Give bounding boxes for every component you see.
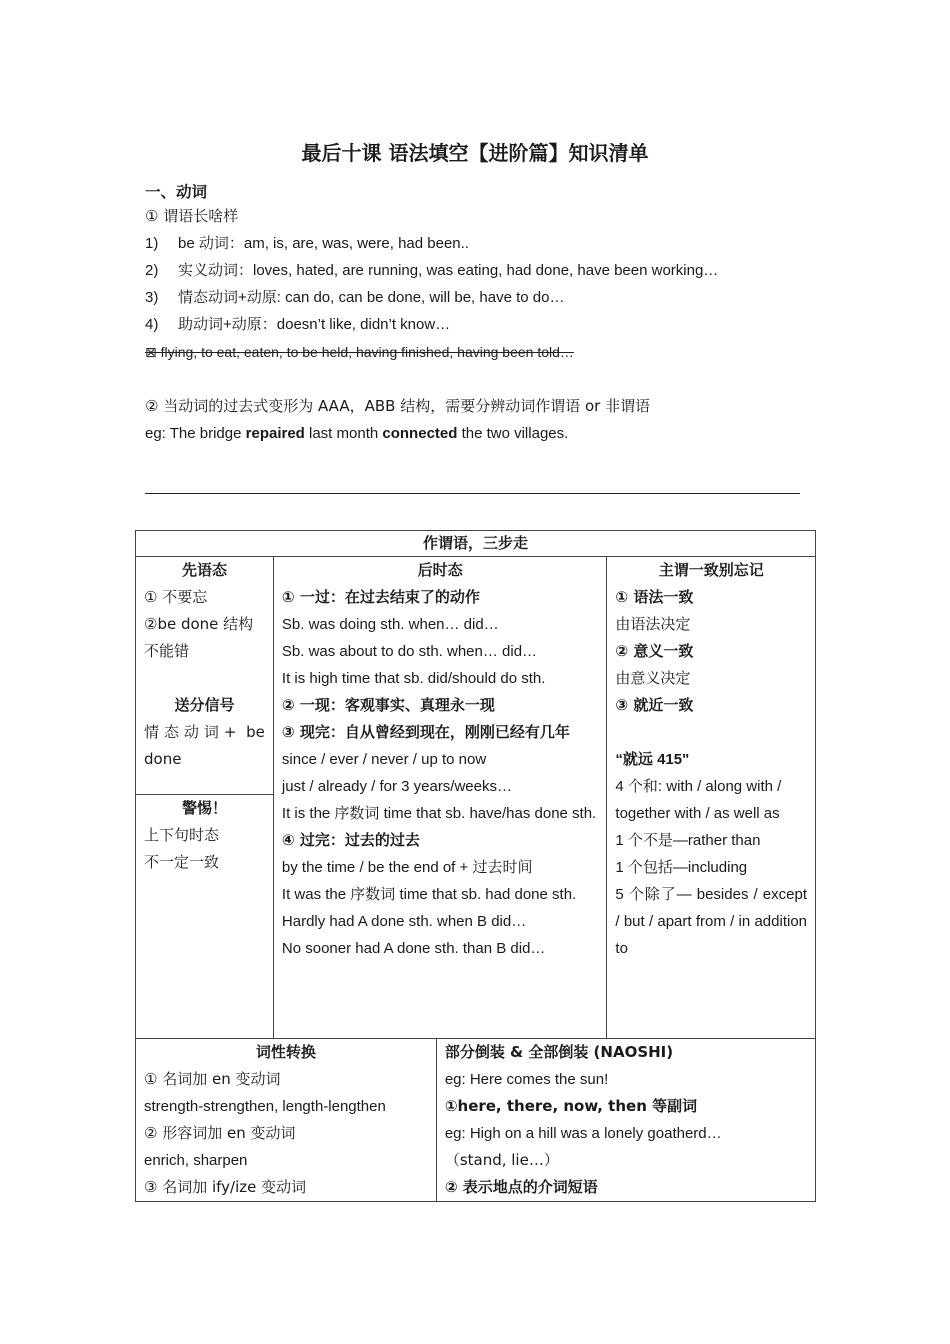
- conversion-line: strength-strengthen, length-lengthen: [144, 1098, 386, 1115]
- section-heading-verbs: 一、动词: [145, 183, 208, 201]
- inversion-heading: ①here, there, now, then 等副词: [444, 1097, 698, 1115]
- list-number: 3): [145, 289, 159, 306]
- conversion-title: 词性转换: [255, 1043, 316, 1061]
- inversion-title: 部分倒装 & 全部倒装 (NAOSHI): [444, 1043, 674, 1061]
- subheading-predicate-form: ① 谓语长啥样: [145, 207, 239, 225]
- agreement-line: 1 个不是—rather than: [615, 832, 761, 849]
- conversion-line: ③ 名词加 ify/ize 变动词: [144, 1178, 307, 1196]
- list-item: [145, 311, 450, 338]
- tense-line: by the time / be the end of + 过去时间: [281, 859, 533, 876]
- divider-line: [145, 493, 800, 494]
- spacer: [615, 719, 807, 746]
- alert-line: 不一定一致: [144, 853, 220, 871]
- tense-line: just / already / for 3 years/weeks…: [281, 778, 512, 795]
- conversion-line: ① 名词加 en 变动词: [144, 1070, 281, 1088]
- agreement-heading: ② 意义一致: [615, 642, 694, 660]
- voice-cell: [136, 557, 274, 795]
- voice-line: ②be done 结构不能错: [144, 615, 254, 660]
- table-header: 作谓语，三步走: [136, 531, 816, 557]
- alert-line: 上下句时态: [144, 826, 220, 844]
- voice-line: ① 不要忘: [144, 588, 208, 606]
- tense-heading: ② 一现：客观事实、真理永一现: [281, 696, 495, 714]
- example-text: eg: The bridge: [145, 425, 246, 442]
- conversion-line: enrich, sharpen: [144, 1152, 248, 1169]
- tense-line: It was the 序数词 time that sb. had done sth.: [281, 886, 577, 903]
- voice-title: 先语态: [181, 561, 227, 579]
- agreement-title: 主谓一致别忘记: [658, 561, 764, 579]
- agreement-cell: [607, 557, 816, 1039]
- tense-line: Hardly had A done sth. when B did…: [281, 913, 527, 930]
- inversion-line: eg: High on a hill was a lonely goatherd…: [444, 1125, 722, 1142]
- list-text: be 动词：am, is, are, was, were, had been..: [178, 235, 469, 252]
- list-number: 2): [145, 262, 159, 279]
- tense-line: Sb. was doing sth. when… did…: [281, 616, 499, 633]
- list-item: [145, 257, 718, 284]
- tense-line: since / ever / never / up to now: [281, 751, 487, 768]
- struck-nonfinite-examples: ⊠ flying, to eat, eaten, to be held, having finished, having been told…: [145, 344, 574, 360]
- agreement-line: 1 个包括—including: [615, 859, 748, 876]
- tense-line: It is the 序数词 time that sb. have/has done sth.: [281, 805, 597, 822]
- list-number: 4): [145, 316, 159, 333]
- table-row: [136, 557, 816, 795]
- inversion-line: eg: Here comes the sun!: [444, 1071, 609, 1088]
- example-text: last month: [304, 425, 383, 442]
- word-conversion-cell: [136, 1039, 437, 1202]
- example-text: the two villages.: [457, 425, 569, 442]
- tense-cell: [273, 557, 607, 1039]
- list-text: 情态动词+动原: can do, can be done, will be, have to do…: [178, 289, 565, 306]
- table-row: [136, 1039, 816, 1202]
- summary-table: [135, 530, 816, 1202]
- table-header-row: [136, 531, 816, 557]
- example-bold: connected: [382, 425, 458, 442]
- alert-cell: [136, 795, 274, 1039]
- page-title: 最后十课 语法填空【进阶篇】知识清单: [301, 141, 649, 165]
- list-text: 助动词+动原：doesn’t like, didn’t know…: [178, 316, 451, 333]
- inversion-line: （stand, lie…）: [444, 1151, 559, 1169]
- agreement-quote: “就远 415": [615, 751, 690, 768]
- tense-line: No sooner had A done sth. than B did…: [281, 940, 546, 957]
- tense-line: It is high time that sb. did/should do sth.: [281, 670, 546, 687]
- agreement-line: 由语法决定: [615, 615, 691, 633]
- spacer: [144, 665, 265, 692]
- signal-title: 送分信号: [174, 696, 235, 714]
- inversion-heading: ② 表示地点的介词短语: [444, 1178, 598, 1196]
- list-text: 实义动词：loves, hated, are running, was eating, had done, have been working…: [178, 262, 719, 279]
- agreement-line: 5 个除了— besides / except / but / apart from / in addition to: [615, 886, 807, 957]
- agreement-line: 由意义决定: [615, 669, 691, 687]
- tense-line: Sb. was about to do sth. when… did…: [281, 643, 538, 660]
- tense-heading: ① 一过：在过去结束了的动作: [281, 588, 480, 606]
- list-item: [145, 284, 564, 311]
- example-bold: repaired: [245, 425, 305, 442]
- alert-title: 警惕！: [181, 799, 227, 817]
- agreement-heading: ① 语法一致: [615, 588, 694, 606]
- tense-title: 后时态: [417, 561, 463, 579]
- tense-heading: ③ 现完：自从曾经到现在，刚刚已经有几年: [281, 723, 570, 741]
- list-number: 1): [145, 235, 159, 252]
- agreement-heading: ③ 就近一致: [615, 696, 694, 714]
- conversion-line: ② 形容词加 en 变动词: [144, 1124, 296, 1142]
- subheading-aaa-abb: ② 当动词的过去式变形为 AAA，ABB 结构，需要分辨动词作谓语 or 非谓语: [145, 397, 651, 415]
- inversion-cell: [436, 1039, 815, 1202]
- list-item: [145, 230, 469, 257]
- tense-heading: ④ 过完：过去的过去: [281, 831, 420, 849]
- example-sentence: [145, 420, 568, 447]
- agreement-line: 4 个和: with / along with / together with / as well as: [615, 778, 782, 822]
- signal-text: 情态动词+ be done: [144, 723, 265, 768]
